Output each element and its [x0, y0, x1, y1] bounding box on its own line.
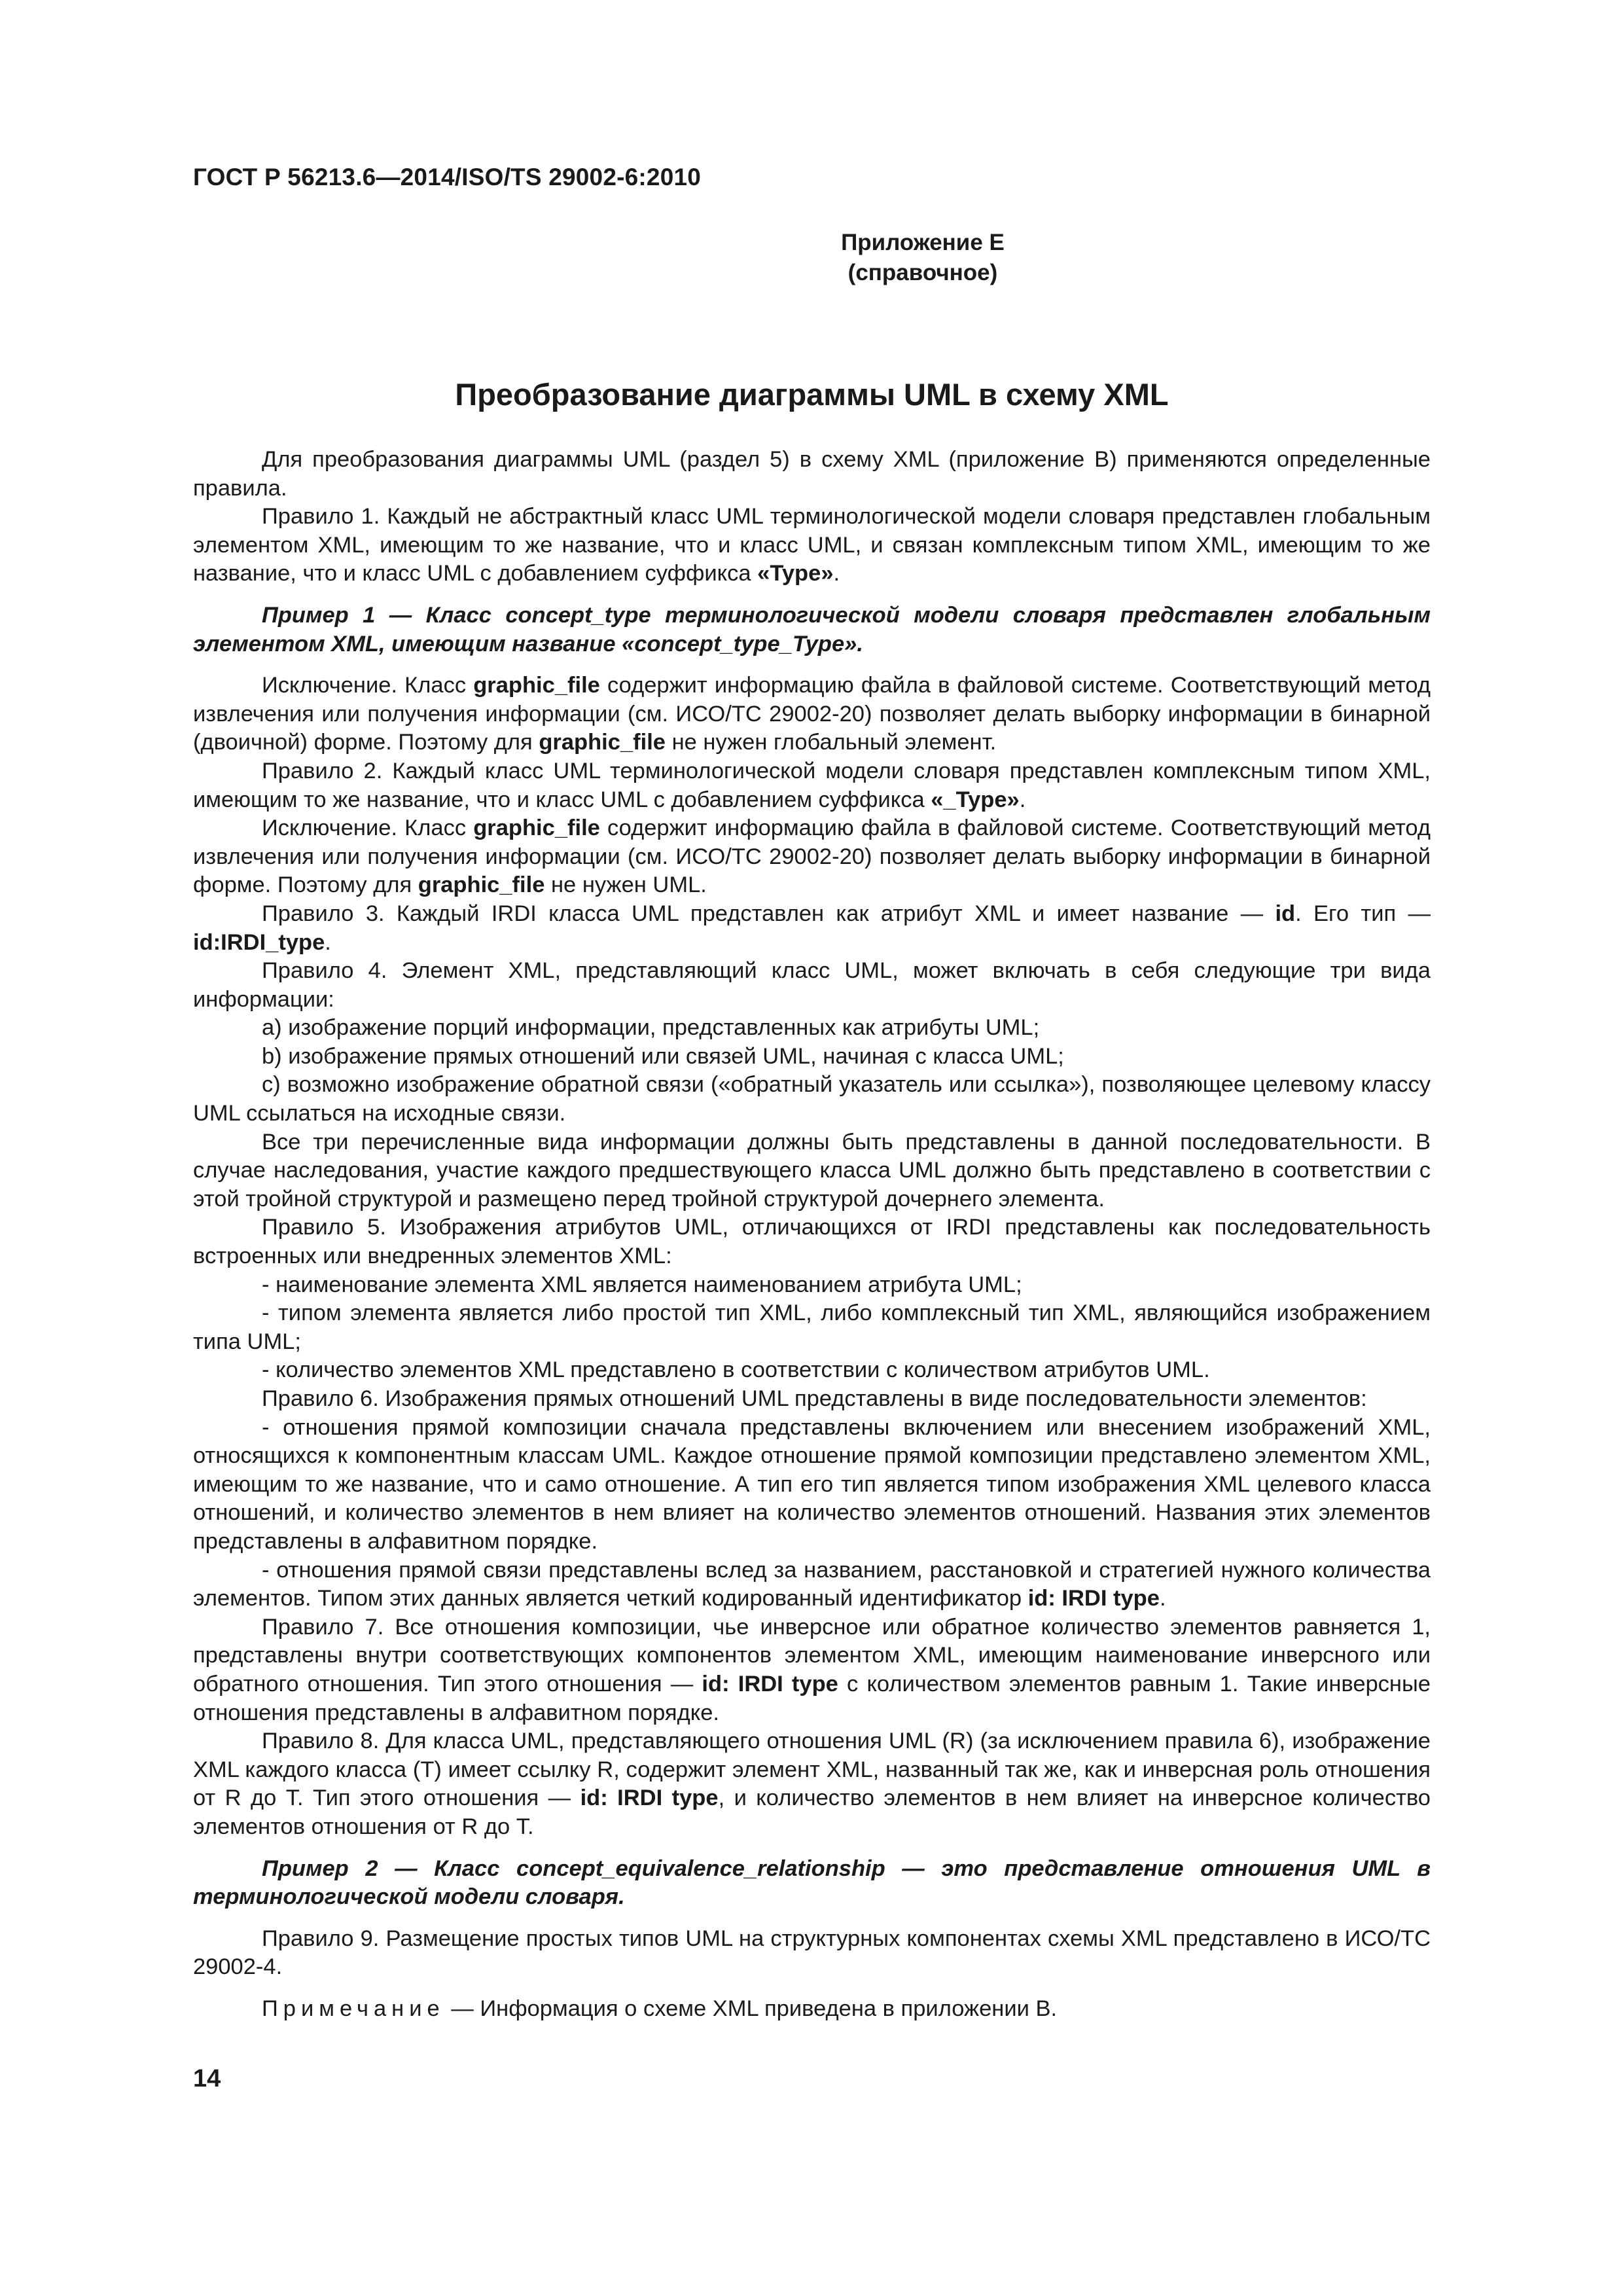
list-item-dash-1: - наименование элемента XML является наименованием атрибута UML; — [262, 1272, 1022, 1297]
list-item-dash-2: - типом элемента является либо простой тип XML, либо комплексный тип XML, являющийся изображением типа UML; — [193, 1300, 1431, 1354]
paragraph-rule-4: Правило 4. Элемент XML, представляющий класс UML, может включать в себя следующие три вида информации: — [193, 958, 1431, 1012]
paragraph-intro: Для преобразования диаграммы UML (раздел 5) в схему XML (приложение В) применяются определенные правила. — [193, 447, 1431, 501]
section-title: Преобразование диаграммы UML в схему XML — [455, 377, 1169, 412]
note: Примечание — Информация о схеме XML приведена в приложении В. — [262, 1996, 1058, 2021]
body-text — [193, 446, 1431, 2023]
page-number: 14 — [193, 2065, 221, 2092]
paragraph-rule-7: Правило 7. Все отношения композиции, чье инверсное или обратное количество элементов равняется 1, представлены внутри соответствующих компонентов элементом XML, имеющим наименование инверсного или обратного отношения. Тип этого отношения — id: IRDI type с количеством элементов равным 1. Такие инверсные отношения представлены в алфавитном порядке. — [193, 1614, 1431, 1725]
document-id: ГОСТ Р 56213.6—2014/ISO/TS 29002-6:2010 — [193, 164, 702, 190]
appendix-label: Приложение Е — [841, 230, 1005, 255]
paragraph-sequence: Все три перечисленные вида информации должны быть представлены в данной последовательности. В случае наследования, участие каждого предшествующего класса UML должно быть представлено в соответствии с этой тройной структурой и размещено перед тройной структурой дочернего элемента. — [193, 1129, 1431, 1211]
paragraph-rule-3: Правило 3. Каждый IRDI класса UML представлен как атрибут XML и имеет название — id. Его тип — id:IRDI_type. — [193, 901, 1431, 955]
paragraph-rule-1: Правило 1. Каждый не абстрактный класс UML терминологической модели словаря представлен глобальным элементом XML, имеющим то же название, что и класс UML, и связан комплексным типом XML, имеющим то же название, что и класс UML с добавлением суффикса «Type». — [193, 504, 1431, 586]
paragraph-rule-9: Правило 9. Размещение простых типов UML на структурных компонентах схемы XML представлено в ИСО/ТС 29002-4. — [193, 1926, 1431, 1980]
paragraph-exception-1: Исключение. Класс graphic_file содержит информацию файла в файловой системе. Соответствующий метод извлечения или получения информации (см. ИСО/ТС 29002-20) позволяет делать выборку информации в бинарной (двоичной) форме. Поэтому для graphic_file не нужен глобальный элемент. — [193, 673, 1431, 755]
paragraph-rule-6: Правило 6. Изображения прямых отношений UML представлены в виде последовательности элементов: — [262, 1386, 1367, 1411]
list-item-dash-4: - отношения прямой композиции сначала представлены включением или внесением изображений XML, относящихся к компонентным классам UML. Каждое отношение прямой композиции представлено элементом XML, имеющим то же название, что и само отношение. А тип его тип является типом изображения XML целевого класса отношений, и количество элементов в нем влияет на количество элементов отношений. Названия этих элементов представлены в алфавитном порядке. — [193, 1414, 1431, 1554]
paragraph-rule-5: Правило 5. Изображения атрибутов UML, отличающихся от IRDI представлены как последовательность встроенных или внедренных элементов XML: — [193, 1215, 1431, 1269]
appendix-type: (справочное) — [847, 260, 998, 285]
list-item-b: b) изображение прямых отношений или связей UML, начиная с класса UML; — [262, 1043, 1064, 1069]
list-item-a: a) изображение порций информации, представленных как атрибуты UML; — [262, 1015, 1040, 1041]
paragraph-exception-2: Исключение. Класс graphic_file содержит информацию файла в файловой системе. Соответствующий метод извлечения или получения информации (см. ИСО/ТС 29002-20) позволяет делать выборку информации в бинарной форме. Поэтому для graphic_file не нужен UML. — [193, 816, 1431, 898]
example-2: Пример 2 — Класс concept_equivalence_relationship — это представление отношения UML в терминологической модели словаря. — [193, 1856, 1431, 1910]
example-1: Пример 1 — Класс concept_type терминологической модели словаря представлен глобальным элементом XML, имеющим название «concept_type_Type». — [193, 602, 1431, 656]
list-item-dash-3: - количество элементов XML представлено в соответствии с количеством атрибутов UML. — [262, 1357, 1210, 1383]
list-item-dash-5: - отношения прямой связи представлены вслед за названием, расстановкой и стратегией нужного количества элементов. Типом этих данных является четкий кодированный идентификатор id: IRDI type. — [193, 1557, 1431, 1611]
paragraph-rule-2: Правило 2. Каждый класс UML терминологической модели словаря представлен комплексным типом XML, имеющим то же название, что и класс UML с добавлением суффикса «_Type». — [193, 758, 1431, 812]
list-item-c: c) возможно изображение обратной связи («обратный указатель или ссылка»), позволяющее целевому классу UML ссылаться на исходные связи. — [193, 1072, 1431, 1126]
paragraph-rule-8: Правило 8. Для класса UML, представляющего отношения UML (R) (за исключением правила 6), изображение XML каждого класса (T) имеет ссылку R, содержит элемент XML, названный так же, как и инверсная роль отношения от R до T. Тип этого отношения — id: IRDI type, и количество элементов в нем влияет на инверсное количество элементов отношения от R до T. — [193, 1729, 1431, 1839]
